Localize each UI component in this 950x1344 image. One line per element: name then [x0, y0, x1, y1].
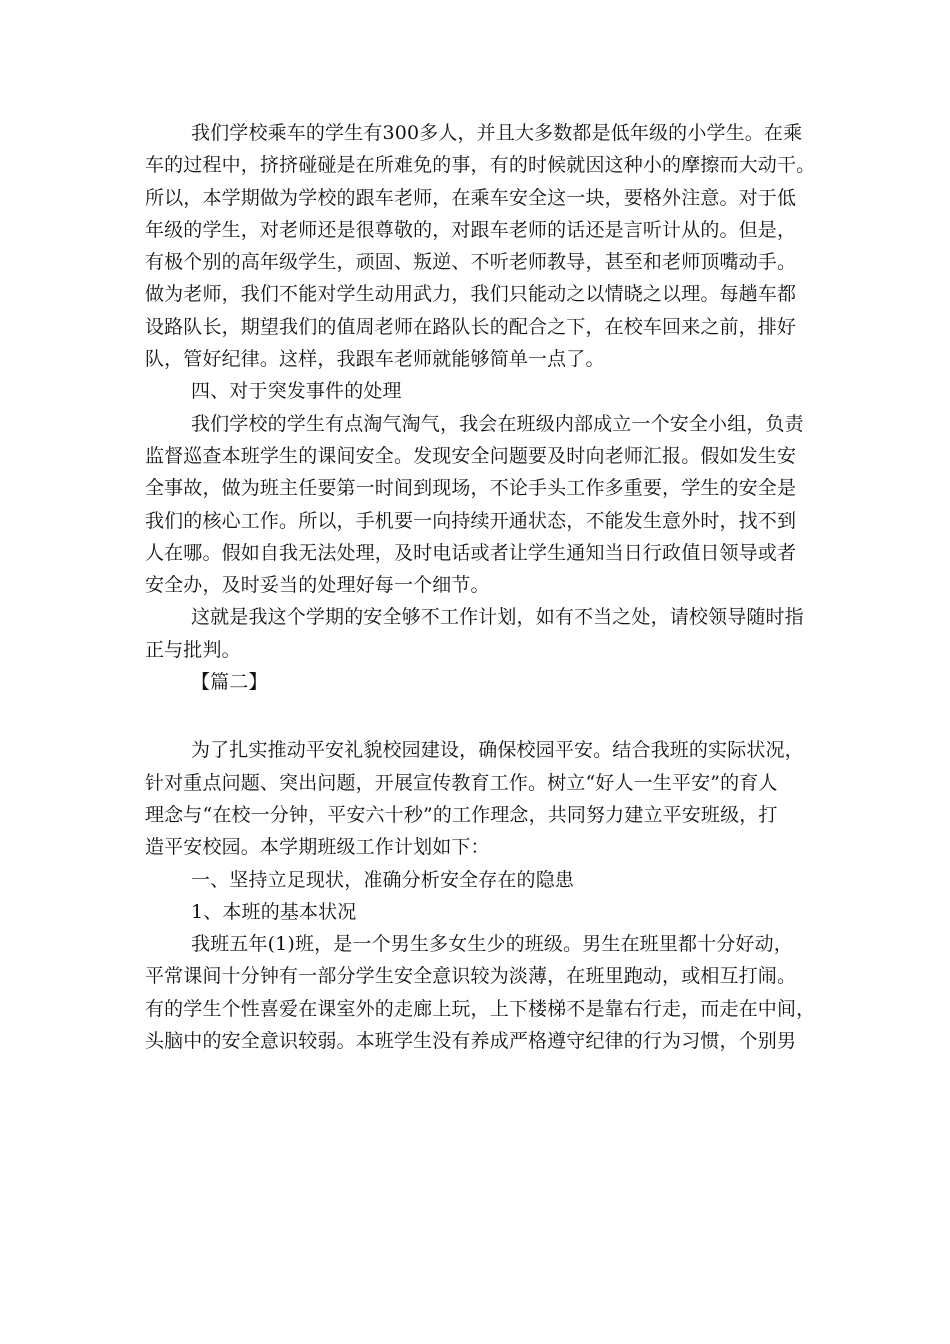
text-line: 我们学校的学生有点淘气淘气，我会在班级内部成立一个安全小组，负责 — [191, 412, 804, 435]
text-line: 人在哪。假如自我无法处理，及时电话或者让学生通知当日行政值日领导或者 — [145, 541, 797, 564]
text-line: 我班五年(1)班，是一个男生多女生少的班级。男生在班里都十分好动， — [191, 933, 793, 956]
text-line: 队，管好纪律。这样，我跟车老师就能够简单一点了。 — [145, 348, 605, 371]
text-line: 为了扎实推动平安礼貌校园建设，确保校园平安。结合我班的实际状况， — [191, 739, 804, 762]
text-line: 做为老师，我们不能对学生动用武力，我们只能动之以情晓之以理。每趟车都 — [145, 283, 797, 306]
document-body — [145, 117, 816, 1057]
text-line: 四、对于突发事件的处理 — [191, 380, 402, 403]
text-line: 有极个别的高年级学生，顽固、叛逆、不听老师教导，甚至和老师顶嘴动手。 — [145, 251, 797, 274]
text-line: 理念与“在校一分钟，平安六十秒”的工作理念，共同努力建立平安班级，打 — [145, 803, 778, 826]
text-line: 正与批判。 — [145, 638, 241, 661]
text-line: 车的过程中，挤挤碰碰是在所难免的事，有的时候就因这种小的摩擦而大动干。 — [145, 154, 816, 177]
text-line: 【篇二】 — [191, 671, 268, 694]
text-line: 年级的学生，对老师还是很尊敬的，对跟车老师的话还是言听计从的。但是， — [145, 218, 797, 241]
text-line: 设路队长，期望我们的值周老师在路队长的配合之下，在校车回来之前，排好 — [145, 315, 797, 338]
text-line: 一、坚持立足现状，准确分析安全存在的隐患 — [191, 868, 575, 891]
text-line: 1、本班的基本状况 — [191, 900, 357, 923]
text-line: 造平安校园。本学期班级工作计划如下： — [145, 836, 490, 859]
text-line: 监督巡查本班学生的课间安全。发现安全问题要及时向老师汇报。假如发生安 — [145, 444, 797, 467]
text-line: 这就是我这个学期的安全够不工作计划，如有不当之处，请校领导随时指 — [191, 606, 804, 629]
text-line: 我们的核心工作。所以，手机要一向持续开通状态，不能发生意外时，找不到 — [145, 509, 797, 532]
text-line: 所以，本学期做为学校的跟车老师，在乘车安全这一块，要格外注意。对于低 — [145, 186, 797, 209]
text-line: 我们学校乘车的学生有300多人，并且大多数都是低年级的小学生。在乘 — [191, 122, 803, 144]
text-line: 平常课间十分钟有一部分学生安全意识较为淡薄，在班里跑动，或相互打闹。 — [145, 965, 797, 988]
paragraph-gap — [145, 698, 805, 734]
text-line: 头脑中的安全意识较弱。本班学生没有养成严格遵守纪律的行为习惯，个别男 — [145, 1030, 797, 1053]
text-line: 全事故，做为班主任要第一时间到现场，不论手头工作多重要，学生的安全是 — [145, 477, 797, 500]
text-line: 有的学生个性喜爱在课室外的走廊上玩，上下楼梯不是靠右行走，而走在中间， — [145, 997, 816, 1020]
text-line: 针对重点问题、突出问题，开展宣传教育工作。树立“好人一生平安”的育人 — [145, 771, 778, 794]
text-line: 安全办，及时妥当的处理好每一个细节。 — [145, 574, 490, 597]
